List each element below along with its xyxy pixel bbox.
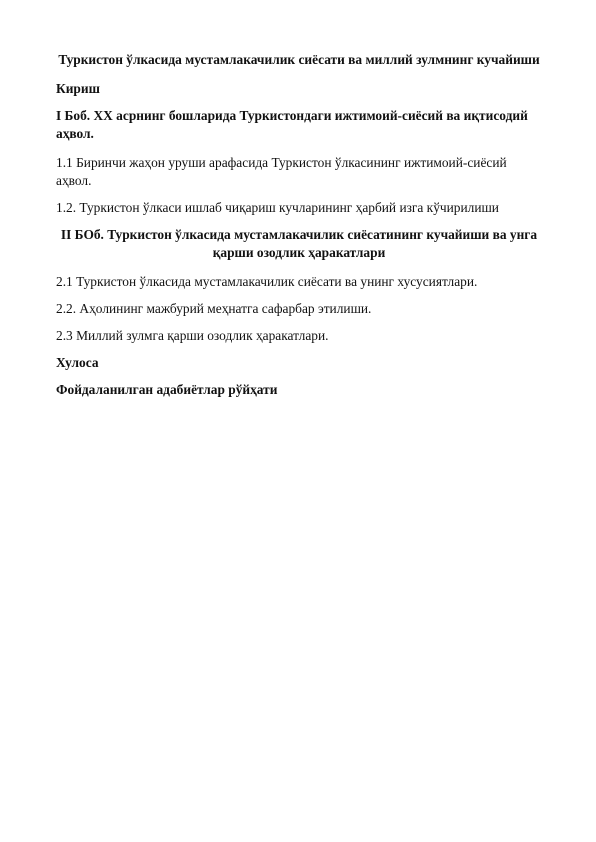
section-conclusion: Хулоса [56,355,99,370]
section-references: Фойдаланилган адабиётлар рўйҳати [56,382,278,397]
section-2-3: 2.3 Миллий зулмга қарши озодлик ҳаракатлари. [56,328,329,343]
document-page [56,51,542,408]
section-1-2: 1.2. Туркистон ўлкаси ишлаб чиқариш кучларининг ҳарбий изга кўчирилиши [56,200,499,215]
chapter-1-heading: I Боб. XX асрнинг бошларида Туркистондаги ижтимоий-сиёсий ва иқтисодий аҳвол. [56,108,528,141]
section-introduction: Кириш [56,81,100,96]
section-2-1: 2.1 Туркистон ўлкасида мустамлакачилик сиёсати ва унинг хусусиятлари. [56,274,478,289]
section-2-2: 2.2. Аҳолининг мажбурий меҳнатга сафарбар этилиши. [56,301,372,316]
section-1-1: 1.1 Биринчи жаҳон уруши арафасида Туркистон ўлкасининг ижтимоий-сиёсий аҳвол. [56,155,507,188]
document-title: Туркистон ўлкасида мустамлакачилик сиёсати ва миллий зулмнинг кучайиши [58,52,540,67]
chapter-2-heading: II БОб. Туркистон ўлкасида мустамлакачилик сиёсатининг кучайиши ва унга қарши озодлик ҳаракатлари [60,227,538,260]
